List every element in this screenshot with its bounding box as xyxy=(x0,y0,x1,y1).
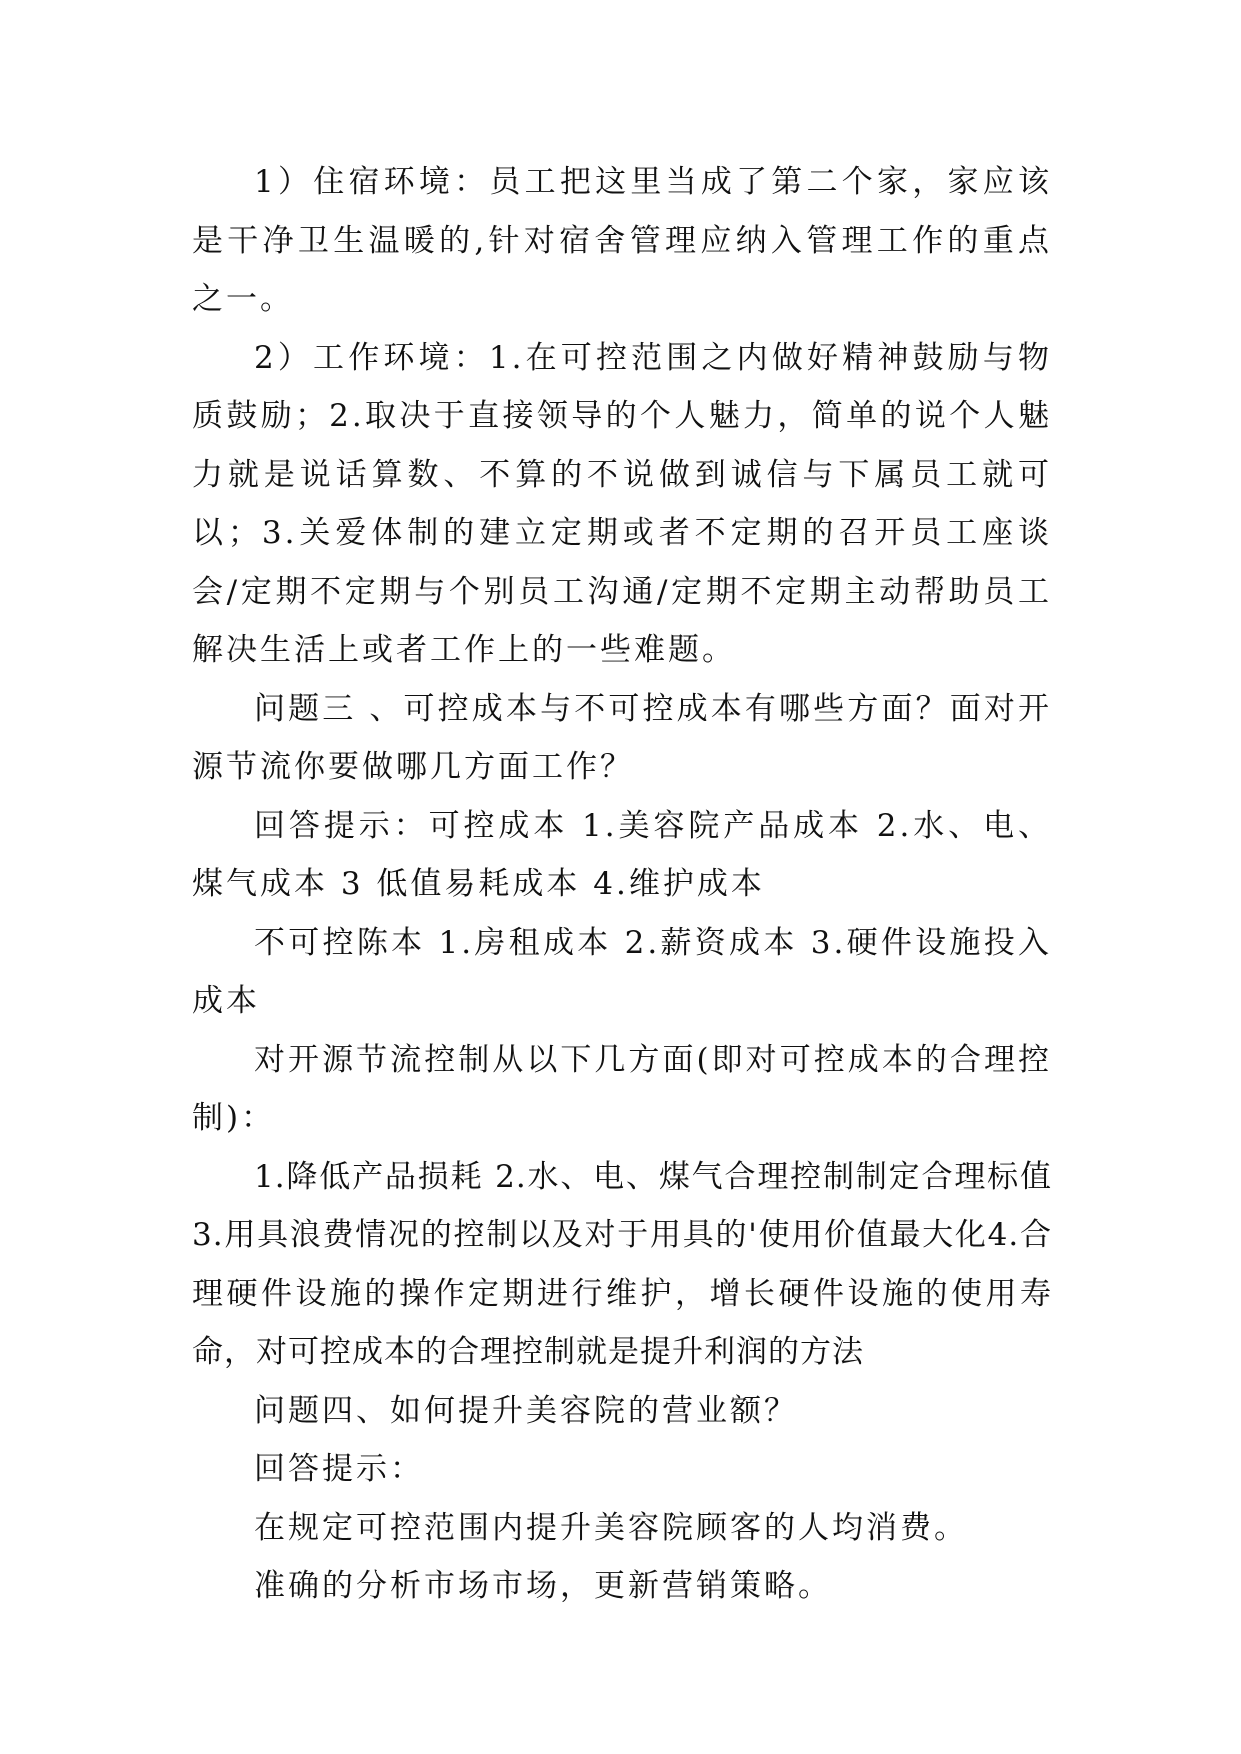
paragraph-accommodation-environment: 1）住宿环境：员工把这里当成了第二个家，家应该是干净卫生温暖的,针对宿舍管理应纳入管理工作的重点之一。 xyxy=(192,164,1052,317)
paragraph-market-analysis: 准确的分析市场市场，更新营销策略。 xyxy=(254,1568,832,1604)
paragraph-per-customer-spending: 在规定可控范围内提升美容院顾客的人均消费。 xyxy=(254,1509,968,1546)
paragraph-cost-control-intro: 对开源节流控制从以下几方面(即对可控成本的合理控制)： xyxy=(192,1041,1052,1136)
paragraph-question-three: 问题三 、可控成本与不可控成本有哪些方面？面对开源节流你要做哪几方面工作？ xyxy=(192,690,1052,785)
paragraph-answer-hint: 回答提示： xyxy=(254,1451,424,1487)
document-body xyxy=(192,153,1052,1616)
paragraph-controllable-costs: 回答提示：可控成本 1.美容院产品成本 2.水、电、煤气成本 3 低值易耗成本 4.维护成本 xyxy=(192,807,1052,902)
paragraph-cost-control-measures: 1.降低产品损耗 2.水、电、煤气合理控制制定合理标值3.用具浪费情况的控制以及对于用具的'使用价值最大化4.合理硬件设施的操作定期进行维护，增长硬件设施的使用寿命，对可控成本的合理控制就是提升利润的方法 xyxy=(192,1158,1052,1370)
paragraph-work-environment: 2）工作环境：1.在可控范围之内做好精神鼓励与物质鼓励；2.取决于直接领导的个人魅力，简单的说个人魅力就是说话算数、不算的不说做到诚信与下属员工就可以；3.关爱体制的建立定期或者不定期的召开员工座谈会/定期不定期与个别员工沟通/定期不定期主动帮助员工解决生活上或者工作上的一些难题。 xyxy=(192,339,1052,668)
paragraph-question-four: 问题四、如何提升美容院的营业额？ xyxy=(254,1392,798,1429)
paragraph-uncontrollable-costs: 不可控陈本 1.房租成本 2.薪资成本 3.硬件设施投入成本 xyxy=(192,924,1052,1019)
